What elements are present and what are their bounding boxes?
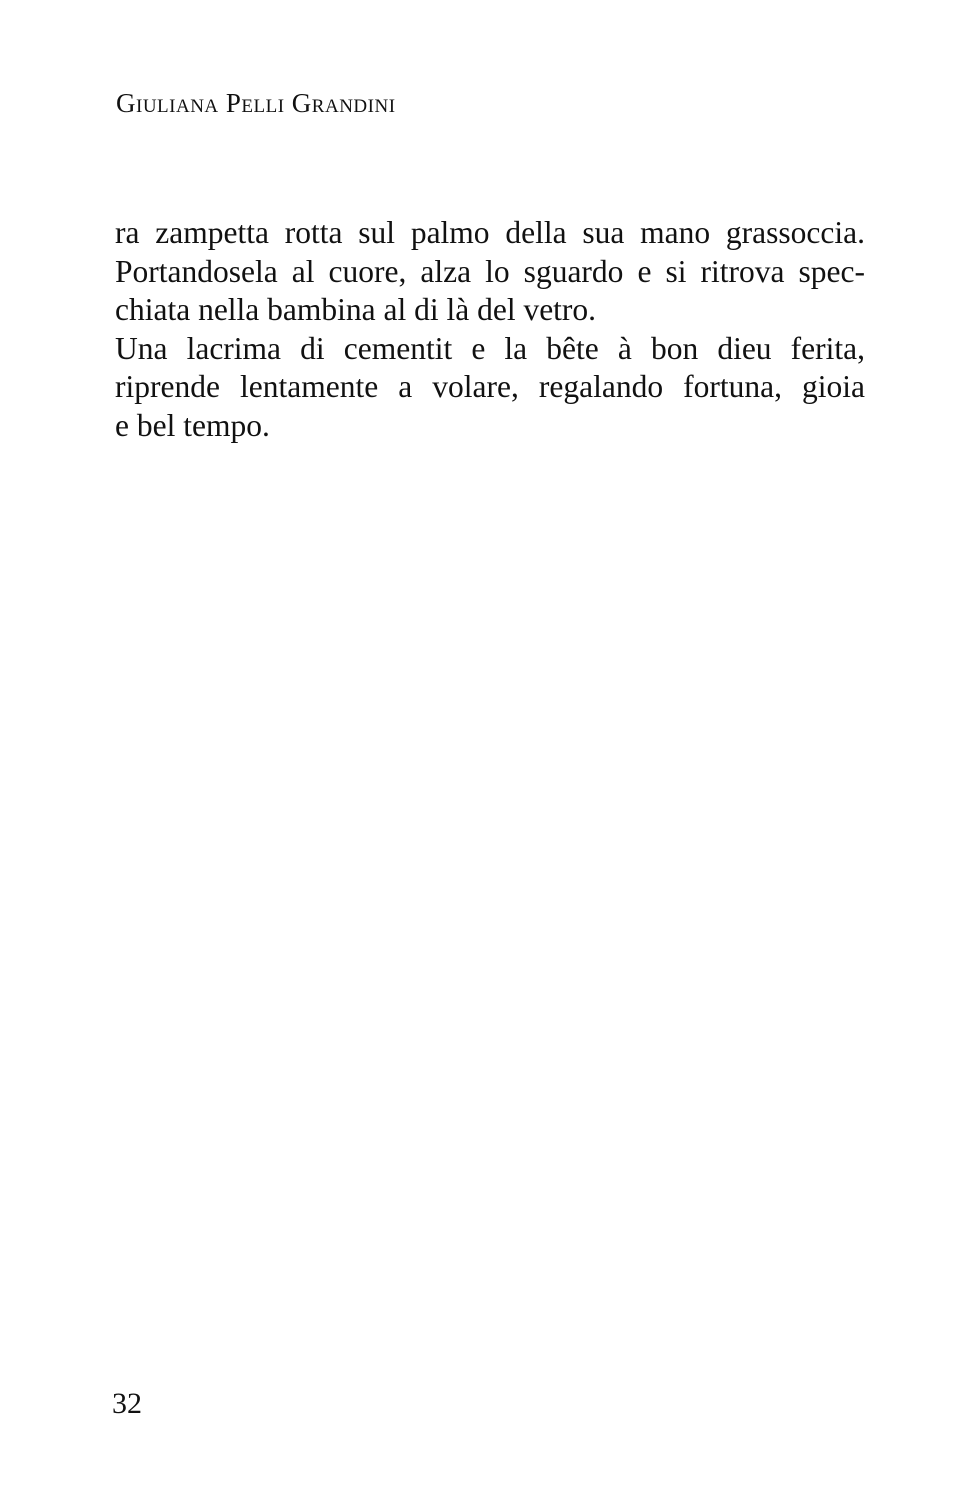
text-line: Una lacrima di cementit e la bête à bon dieu ferita, xyxy=(115,330,865,366)
text-line: riprende lentamente a volare, regalando fortuna, gioia xyxy=(115,369,865,404)
text-line: e bel tempo. xyxy=(115,407,270,443)
text-line: chiata nella bambina al di là del vetro. xyxy=(115,292,597,327)
running-header-author: Giuliana Pelli Grandini xyxy=(116,88,396,118)
body-text xyxy=(115,214,865,445)
text-line: Portandosela al cuore, alza lo sguardo e si ritrova spec- xyxy=(115,253,865,289)
page-number: 32 xyxy=(112,1387,142,1420)
text-line: ra zampetta rotta sul palmo della sua mano grassoccia. xyxy=(115,215,865,250)
